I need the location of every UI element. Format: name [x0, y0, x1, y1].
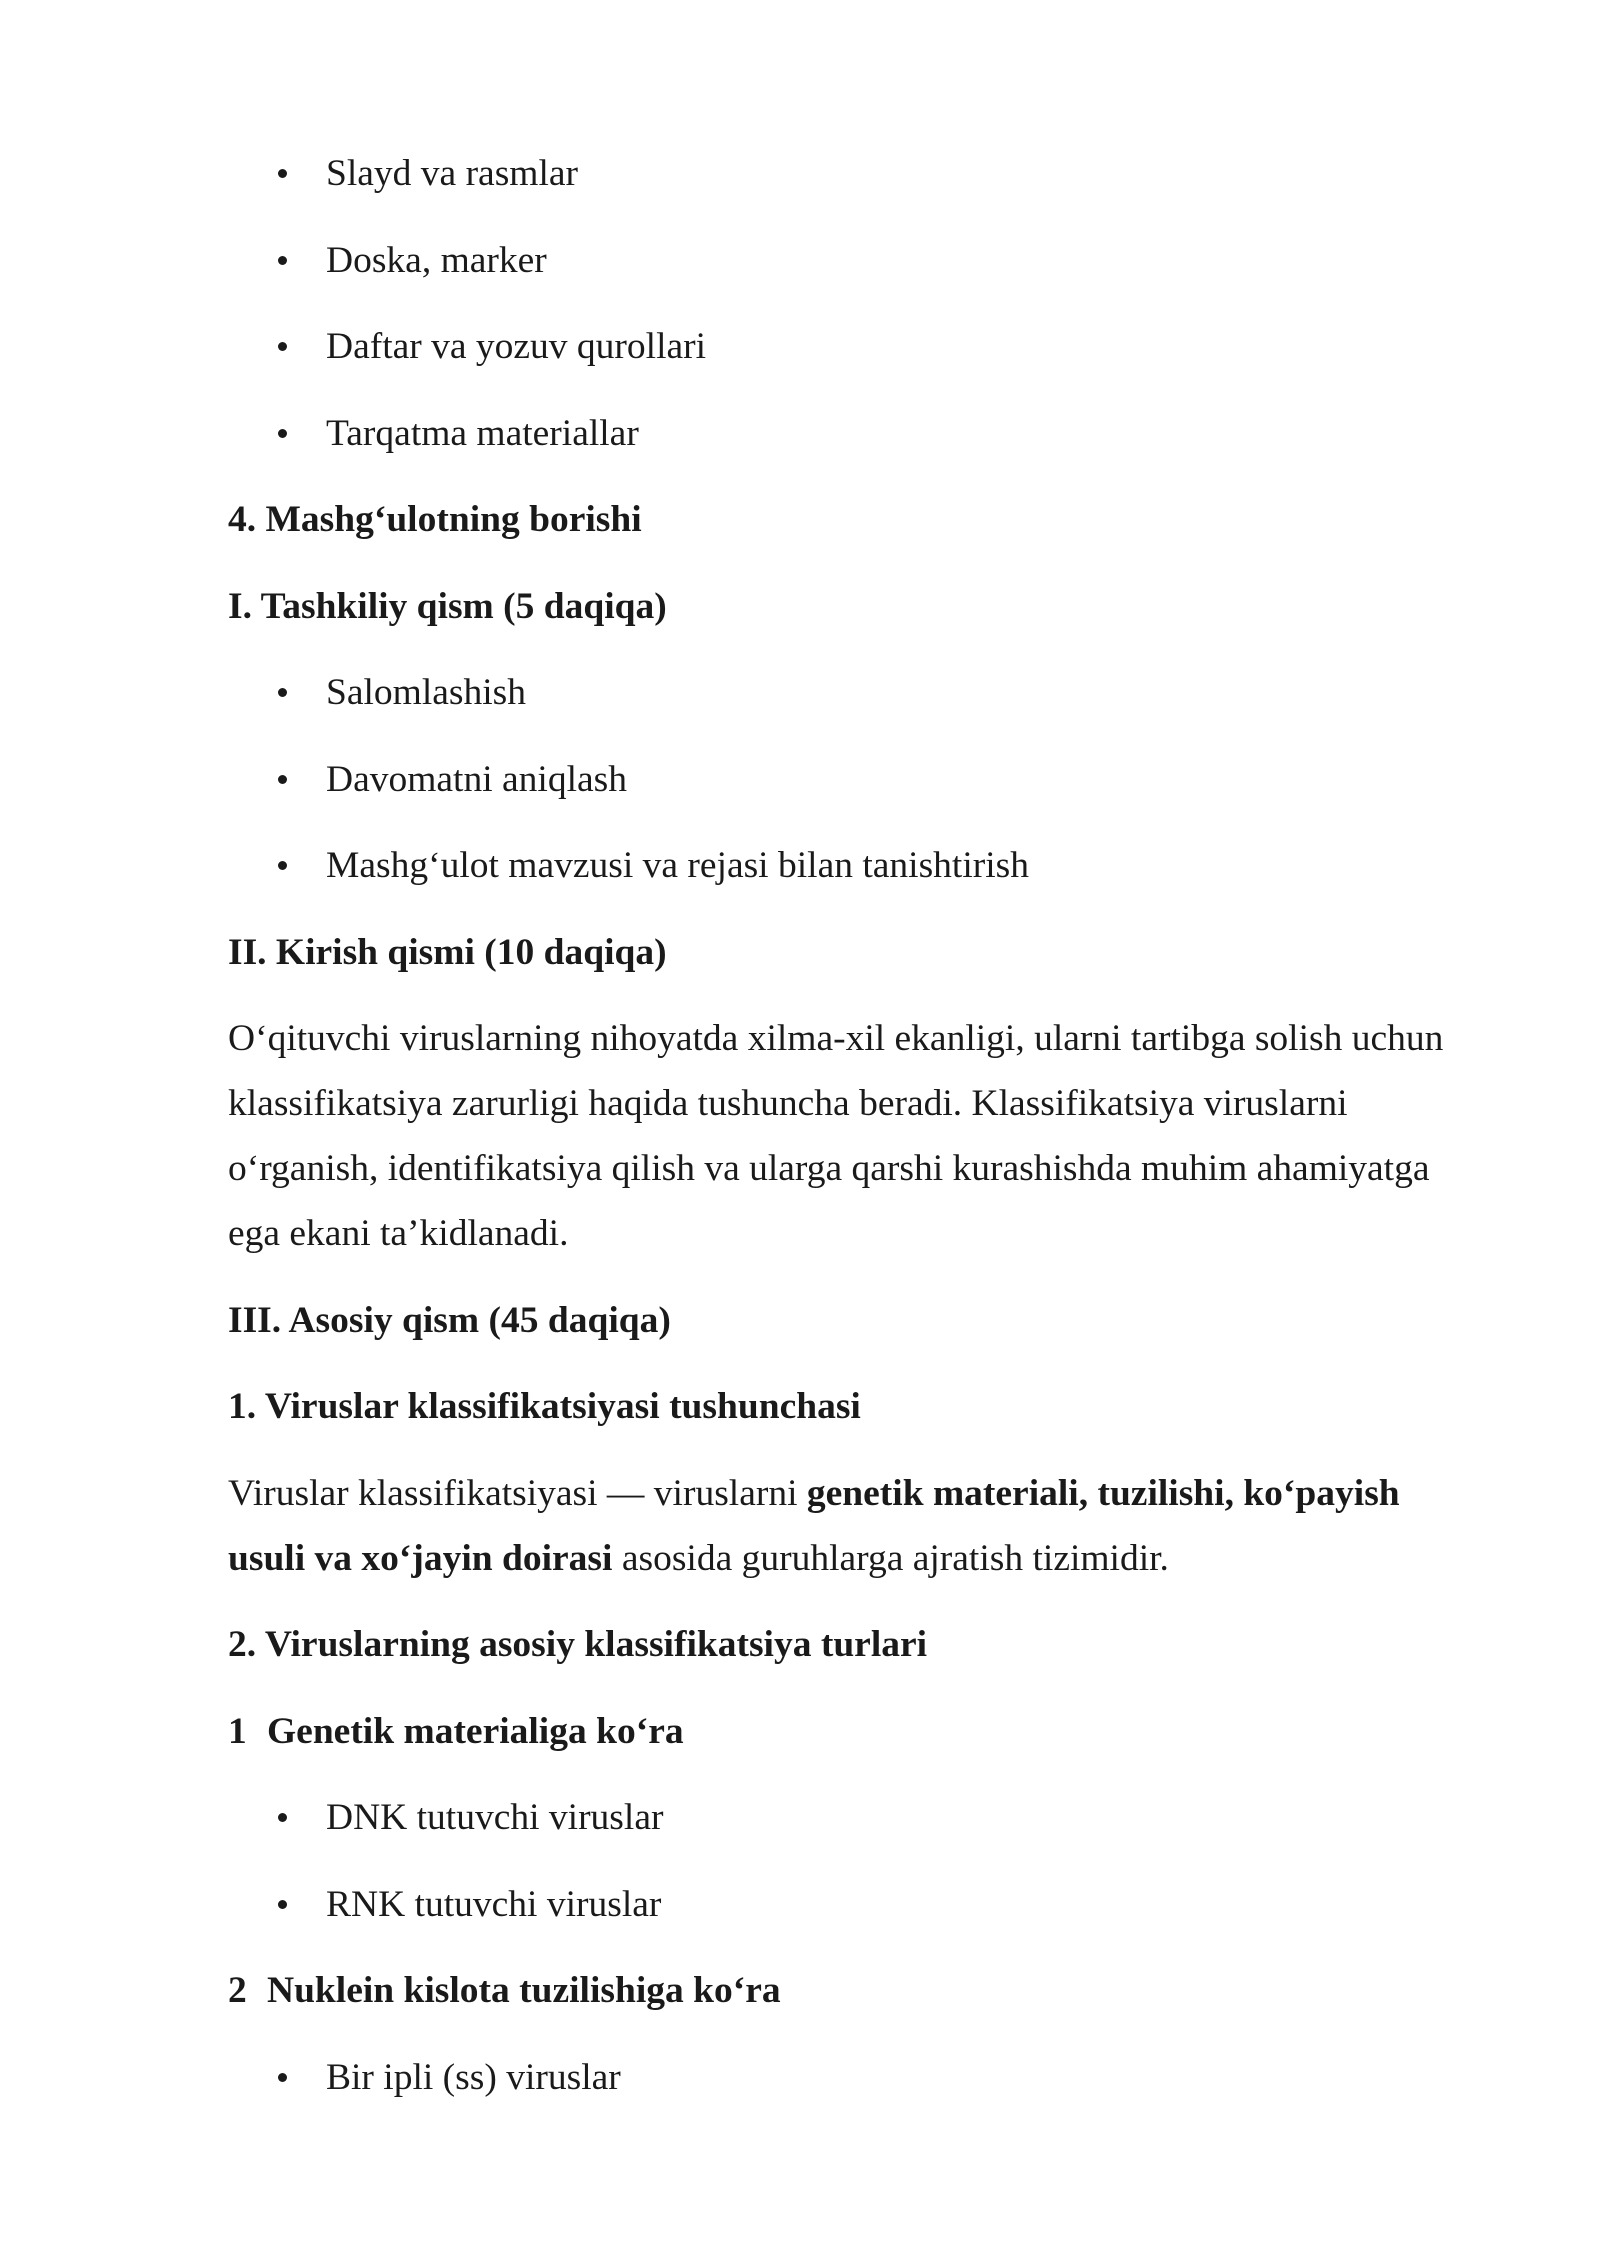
list-item: [228, 228, 1466, 293]
part1-heading: I. Tashkiliy qism (5 daqiqa): [228, 585, 667, 627]
bullet-icon: [278, 342, 287, 351]
list-item: [228, 747, 1466, 812]
list-item-text: Davomatni aniqlash: [326, 758, 627, 800]
list-item-text: Doska, marker: [326, 239, 547, 281]
list-item: [228, 660, 1466, 725]
list-item-text: Daftar va yozuv qurollari: [326, 326, 707, 367]
bullet-icon: [278, 169, 287, 178]
group-title: Nuklein kislota tuzilishiga ko‘ra: [267, 1970, 781, 2011]
group-title: Genetik materialiga ko‘ra: [267, 1710, 684, 1752]
bullet-icon: [278, 256, 287, 265]
bullet-icon: [278, 1900, 287, 1909]
list-item: [228, 401, 1466, 466]
group-heading: [228, 1958, 1466, 2023]
list-item-text: DNK tutuvchi viruslar: [326, 1797, 664, 1838]
bullet-icon: [278, 429, 287, 438]
sub1-paragraph: [228, 1461, 1466, 1591]
list-item-text: RNK tutuvchi viruslar: [326, 1883, 662, 1925]
sub2-heading: 2. Viruslarning asosiy klassifikatsiya turlari: [228, 1624, 928, 1665]
bullet-icon: [278, 861, 287, 870]
sub1-text-bold: genetik materiali, tuzilishi, ko‘payish usuli va xo‘jayin doirasi: [228, 1472, 1400, 1579]
bullet-icon: [278, 688, 287, 697]
list-item-text: Tarqatma materiallar: [326, 412, 639, 454]
list-item: [228, 141, 1466, 206]
section-heading: 4. Mashg‘ulotning borishi: [228, 499, 642, 540]
list-item-text: Slayd va rasmlar: [326, 153, 579, 194]
list-item: [228, 314, 1466, 379]
list-item-text: Salomlashish: [326, 672, 527, 713]
bullet-icon: [278, 775, 287, 784]
group-number: 2: [228, 1970, 247, 2011]
list-item: [228, 833, 1466, 898]
part2-paragraph: O‘qituvchi viruslarning nihoyatda xilma-xil ekanligi, ularni tartibga solish uchun klassifikatsiya zarurligi haqida tushuncha beradi. Klassifikatsiya viruslarni o‘rganish, identifikatsiya qilish va ularga qarshi kurashishda muhim ahamiyatga ega ekani ta’kidlanadi.: [228, 1018, 1444, 1254]
part2-heading: II. Kirish qismi (10 daqiqa): [228, 931, 667, 973]
group-number: 1: [228, 1710, 247, 1752]
sub1-heading: 1. Viruslar klassifikatsiyasi tushunchasi: [228, 1386, 861, 1427]
list-item: [228, 2045, 1466, 2110]
bullet-icon: [278, 1813, 287, 1822]
list-item-text: Mashg‘ulot mavzusi va rejasi bilan tanishtirish: [326, 845, 1029, 886]
part3-heading: III. Asosiy qism (45 daqiqa): [228, 1299, 671, 1341]
bullet-icon: [278, 2073, 287, 2082]
document-page: [228, 141, 1466, 2131]
list-item: [228, 1872, 1466, 1937]
sub1-text-after: asosida guruhlarga ajratish tizimidir.: [612, 1537, 1169, 1579]
list-item-text: Bir ipli (ss) viruslar: [326, 2056, 621, 2098]
group-heading: [228, 1699, 1466, 1764]
list-item: [228, 1785, 1466, 1850]
sub1-text-before: Viruslar klassifikatsiyasi — viruslarni: [228, 1472, 807, 1514]
